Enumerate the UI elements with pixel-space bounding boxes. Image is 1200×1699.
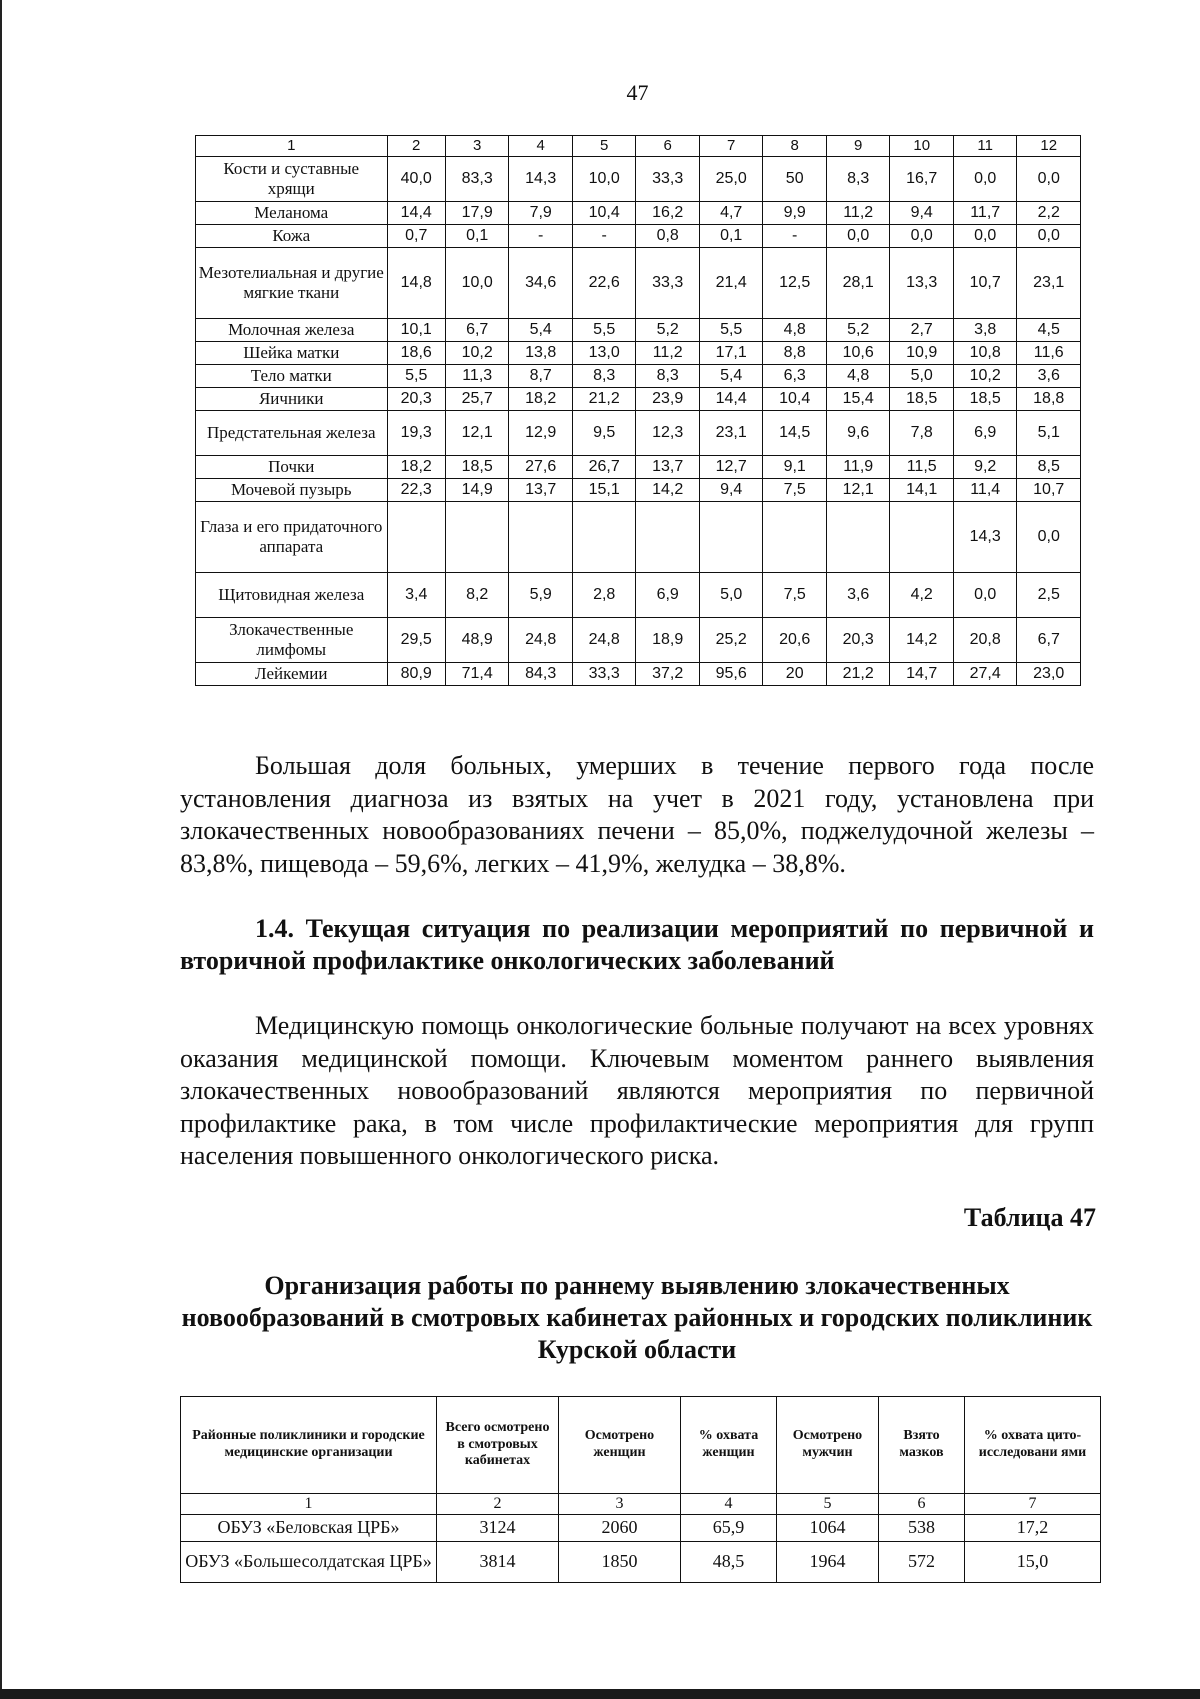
table-cell [445,502,509,573]
column-header: % охвата цито-исследовани ями [965,1397,1101,1494]
table-cell: 10,2 [953,365,1017,388]
table-cell: 84,3 [509,663,573,686]
table-cell: 4,5 [1017,319,1081,342]
table-cell: 14,4 [387,202,445,225]
table-row [196,342,1081,365]
table-cell: 2,2 [1017,202,1081,225]
table-cell: 7,8 [890,411,954,456]
table-cell: 10,4 [763,388,827,411]
table-cell: 5,2 [636,319,700,342]
table-cell: 0,1 [445,225,509,248]
table-cell: 5,5 [572,319,636,342]
scan-edge-left [0,0,2,1699]
table-cell: 12,3 [636,411,700,456]
table-cell: 18,2 [387,456,445,479]
column-header: Осмотрено мужчин [777,1397,879,1494]
table-cell: 17,2 [965,1515,1101,1542]
table-cell: 6,7 [1017,618,1081,663]
row-label: Тело матки [196,365,388,388]
table-cell: 10,2 [445,342,509,365]
table-cell: 4,7 [699,202,763,225]
table-cell: 24,8 [572,618,636,663]
table-cell: 16,2 [636,202,700,225]
table-cell: 14,2 [636,479,700,502]
table-cell: 20,3 [387,388,445,411]
table-cell: 8,2 [445,573,509,618]
table-cell: 4,2 [890,573,954,618]
table-header-row [196,136,1081,157]
column-number: 1 [181,1494,437,1515]
table-cell: 0,8 [636,225,700,248]
column-number: 8 [763,136,827,157]
table-row [196,157,1081,202]
table-cell: 18,6 [387,342,445,365]
table-cell: 5,9 [509,573,573,618]
column-number: 7 [699,136,763,157]
table-cell: 11,3 [445,365,509,388]
column-number: 3 [445,136,509,157]
table-cell: 27,6 [509,456,573,479]
table-cell: 12,7 [699,456,763,479]
table-cell: 538 [879,1515,965,1542]
table-cell: 9,6 [826,411,890,456]
table-cell: 11,9 [826,456,890,479]
table-cell: 23,1 [1017,248,1081,319]
table-cell: 50 [763,157,827,202]
table-cell: 17,9 [445,202,509,225]
table-cell: - [509,225,573,248]
table-row [181,1542,1101,1583]
screening-org-table [180,1396,1101,1583]
row-label: Яичники [196,388,388,411]
table-cell: 14,8 [387,248,445,319]
column-number: 11 [953,136,1017,157]
table-cell: 8,3 [636,365,700,388]
table-cell: 25,0 [699,157,763,202]
table-cell [572,502,636,573]
table-cell: 10,9 [890,342,954,365]
table-row [196,456,1081,479]
table-cell: 3,4 [387,573,445,618]
table-row [196,663,1081,686]
table-cell: 7,5 [763,573,827,618]
column-number: 2 [437,1494,559,1515]
table-cell: 12,1 [826,479,890,502]
table-header-row [181,1397,1101,1494]
table-cell: 20,6 [763,618,827,663]
table-cell: 23,9 [636,388,700,411]
table-cell: 14,5 [763,411,827,456]
survival-stats-table [195,135,1081,686]
column-number: 9 [826,136,890,157]
table-row [196,388,1081,411]
table-row [196,365,1081,388]
table-cell: 33,3 [636,248,700,319]
table-cell: 6,7 [445,319,509,342]
table-cell: 33,3 [636,157,700,202]
table-row [181,1515,1101,1542]
row-label: Предстательная железа [196,411,388,456]
table-cell: 25,2 [699,618,763,663]
table-title: Организация работы по раннему выявлению злокачественных новообразований в смотровых кабинетах районных и городских поликлиник Курской области [181,1271,1093,1364]
column-header: Районные поликлиники и городские медицинские организации [181,1397,437,1494]
table-cell: 0,1 [699,225,763,248]
table-cell: 7,9 [509,202,573,225]
scan-edge-bottom [0,1689,1200,1699]
column-number: 5 [777,1494,879,1515]
table-cell: 21,4 [699,248,763,319]
table-cell: 33,3 [572,663,636,686]
table-cell: 8,5 [1017,456,1081,479]
table-cell: 0,0 [953,225,1017,248]
table-cell: 5,0 [890,365,954,388]
table-cell: 3,6 [1017,365,1081,388]
column-header: Взято мазков [879,1397,965,1494]
table-cell: 0,0 [1017,502,1081,573]
table-cell: 13,0 [572,342,636,365]
table-cell: 14,7 [890,663,954,686]
row-label: Злокачественные лимфомы [196,618,388,663]
row-label: Шейка матки [196,342,388,365]
table-row [196,319,1081,342]
table-cell: 9,2 [953,456,1017,479]
table-cell: 71,4 [445,663,509,686]
table-cell [509,502,573,573]
table-row [196,479,1081,502]
table-cell: 20,3 [826,618,890,663]
table-cell: 14,3 [953,502,1017,573]
table-cell: - [572,225,636,248]
table-cell: 0,0 [826,225,890,248]
table-cell: 5,2 [826,319,890,342]
table-cell: 4,8 [826,365,890,388]
table-cell: 18,5 [890,388,954,411]
table-cell [826,502,890,573]
row-label: Лейкемии [196,663,388,686]
table-cell: 11,7 [953,202,1017,225]
table-cell: 27,4 [953,663,1017,686]
table-cell: 6,9 [953,411,1017,456]
org-name: ОБУЗ «Беловская ЦРБ» [181,1515,437,1542]
row-label: Почки [196,456,388,479]
column-number: 6 [879,1494,965,1515]
page-number: 47 [626,80,649,105]
table-cell: - [763,225,827,248]
table-cell: 21,2 [572,388,636,411]
table-cell [636,502,700,573]
table-cell: 20 [763,663,827,686]
column-number: 4 [509,136,573,157]
org-name: ОБУЗ «Большесолдатская ЦРБ» [181,1542,437,1583]
table-cell: 0,0 [1017,157,1081,202]
table-cell: 10,8 [953,342,1017,365]
table-cell: 2,7 [890,319,954,342]
table-cell: 14,1 [890,479,954,502]
table-cell: 0,0 [1017,225,1081,248]
table-cell [890,502,954,573]
table-cell: 10,0 [445,248,509,319]
table-cell: 2060 [559,1515,681,1542]
table-row [196,202,1081,225]
table-cell: 18,9 [636,618,700,663]
table-cell: 0,0 [953,157,1017,202]
table-cell: 19,3 [387,411,445,456]
table-cell: 80,9 [387,663,445,686]
table-cell: 9,4 [890,202,954,225]
column-number: 5 [572,136,636,157]
table-cell: 14,4 [699,388,763,411]
table-cell: 1064 [777,1515,879,1542]
table-cell: 23,1 [699,411,763,456]
table-cell: 0,7 [387,225,445,248]
table-cell: 6,9 [636,573,700,618]
table-cell: 15,4 [826,388,890,411]
table-cell: 22,6 [572,248,636,319]
row-label: Щитовидная железа [196,573,388,618]
table-cell: 10,4 [572,202,636,225]
table-cell: 6,3 [763,365,827,388]
table-cell: 15,1 [572,479,636,502]
table-cell: 5,1 [1017,411,1081,456]
table-cell: 21,2 [826,663,890,686]
table-cell: 18,2 [509,388,573,411]
table-cell: 16,7 [890,157,954,202]
table-cell: 65,9 [681,1515,777,1542]
table-cell: 1850 [559,1542,681,1583]
table-cell: 48,9 [445,618,509,663]
table-cell: 10,1 [387,319,445,342]
table-cell: 9,9 [763,202,827,225]
table-cell: 28,1 [826,248,890,319]
table-cell: 5,5 [699,319,763,342]
row-label: Молочная железа [196,319,388,342]
table-cell: 18,5 [953,388,1017,411]
table-cell: 3814 [437,1542,559,1583]
column-number: 1 [196,136,388,157]
table-cell: 9,5 [572,411,636,456]
table-cell: 3124 [437,1515,559,1542]
table-cell: 13,7 [636,456,700,479]
table-cell: 24,8 [509,618,573,663]
table-cell: 18,8 [1017,388,1081,411]
column-header: % охвата женщин [681,1397,777,1494]
table-cell: 25,7 [445,388,509,411]
table-cell: 8,7 [509,365,573,388]
table-cell: 12,9 [509,411,573,456]
table-cell: 12,5 [763,248,827,319]
table-cell: 34,6 [509,248,573,319]
table-cell: 11,2 [636,342,700,365]
table-cell: 5,5 [387,365,445,388]
table-cell: 13,8 [509,342,573,365]
table-cell: 14,9 [445,479,509,502]
column-number: 2 [387,136,445,157]
table-cell: 18,5 [445,456,509,479]
table-cell: 5,0 [699,573,763,618]
table-cell: 5,4 [699,365,763,388]
table-cell: 2,8 [572,573,636,618]
row-label: Мочевой пузырь [196,479,388,502]
table-cell: 5,4 [509,319,573,342]
table-cell: 1964 [777,1542,879,1583]
table-cell: 29,5 [387,618,445,663]
table-cell: 8,3 [572,365,636,388]
section-heading: 1.4. Текущая ситуация по реализации мероприятий по первичной и вторичной профилактике онкологических заболеваний [180,914,1094,975]
column-header: Осмотрено женщин [559,1397,681,1494]
table-cell: 13,7 [509,479,573,502]
row-label: Меланома [196,202,388,225]
table-cell: 22,3 [387,479,445,502]
table-cell: 12,1 [445,411,509,456]
table-cell: 83,3 [445,157,509,202]
table-row [196,411,1081,456]
table-row [196,618,1081,663]
table-cell: 10,7 [953,248,1017,319]
table-cell: 7,5 [763,479,827,502]
table-cell: 0,0 [890,225,954,248]
table-cell: 10,7 [1017,479,1081,502]
table-row [196,248,1081,319]
table-cell: 8,3 [826,157,890,202]
table-cell [763,502,827,573]
table-cell: 48,5 [681,1542,777,1583]
column-number: 4 [681,1494,777,1515]
table-cell: 14,2 [890,618,954,663]
table-row [196,573,1081,618]
table-row [196,502,1081,573]
table-cell: 10,0 [572,157,636,202]
table-cell: 3,8 [953,319,1017,342]
row-label: Кости и суставные хрящи [196,157,388,202]
row-label: Кожа [196,225,388,248]
paragraph-mortality: Большая доля больных, умерших в течение первого года после установления диагноза из взятых на учет в 2021 году, установлена при злокачественных новообразованиях печени – 85,0%, поджелудочной железы – 83,8%, пищевода – 59,6%, легких – 41,9%, желудка – 38,8%. [180,751,1094,878]
table-cell [699,502,763,573]
table-cell: 9,1 [763,456,827,479]
table-cell: 11,4 [953,479,1017,502]
table-row [196,225,1081,248]
table-cell [387,502,445,573]
table-cell: 11,2 [826,202,890,225]
table-cell: 4,8 [763,319,827,342]
table-cell: 13,3 [890,248,954,319]
table-cell: 17,1 [699,342,763,365]
column-number: 3 [559,1494,681,1515]
table-cell: 20,8 [953,618,1017,663]
table-cell: 0,0 [953,573,1017,618]
table-cell: 40,0 [387,157,445,202]
table-cell: 10,6 [826,342,890,365]
row-label: Глаза и его придаточного аппарата [196,502,388,573]
table-cell: 11,6 [1017,342,1081,365]
table-cell: 15,0 [965,1542,1101,1583]
table-cell: 8,8 [763,342,827,365]
table-cell: 11,5 [890,456,954,479]
paragraph-care: Медицинскую помощь онкологические больные получают на всех уровнях оказания медицинской помощи. Ключевым моментом раннего выявления злокачественных новообразований являются мероприятия по первичной профилактике рака, в том числе профилактические мероприятия для групп населения повышенного онкологического риска. [180,1011,1094,1170]
table-cell: 14,3 [509,157,573,202]
table-cell: 23,0 [1017,663,1081,686]
column-header: Всего осмотрено в смотровых кабинетах [437,1397,559,1494]
table-cell: 9,4 [699,479,763,502]
table-cell: 37,2 [636,663,700,686]
row-label: Мезотелиальная и другие мягкие ткани [196,248,388,319]
table-cell: 572 [879,1542,965,1583]
column-number: 12 [1017,136,1081,157]
table-cell: 95,6 [699,663,763,686]
table-cell: 26,7 [572,456,636,479]
column-number: 10 [890,136,954,157]
table-cell: 2,5 [1017,573,1081,618]
column-number: 7 [965,1494,1101,1515]
table-cell: 3,6 [826,573,890,618]
column-number: 6 [636,136,700,157]
table-label: Таблица 47 [963,1203,1096,1232]
column-number-row [181,1494,1101,1515]
